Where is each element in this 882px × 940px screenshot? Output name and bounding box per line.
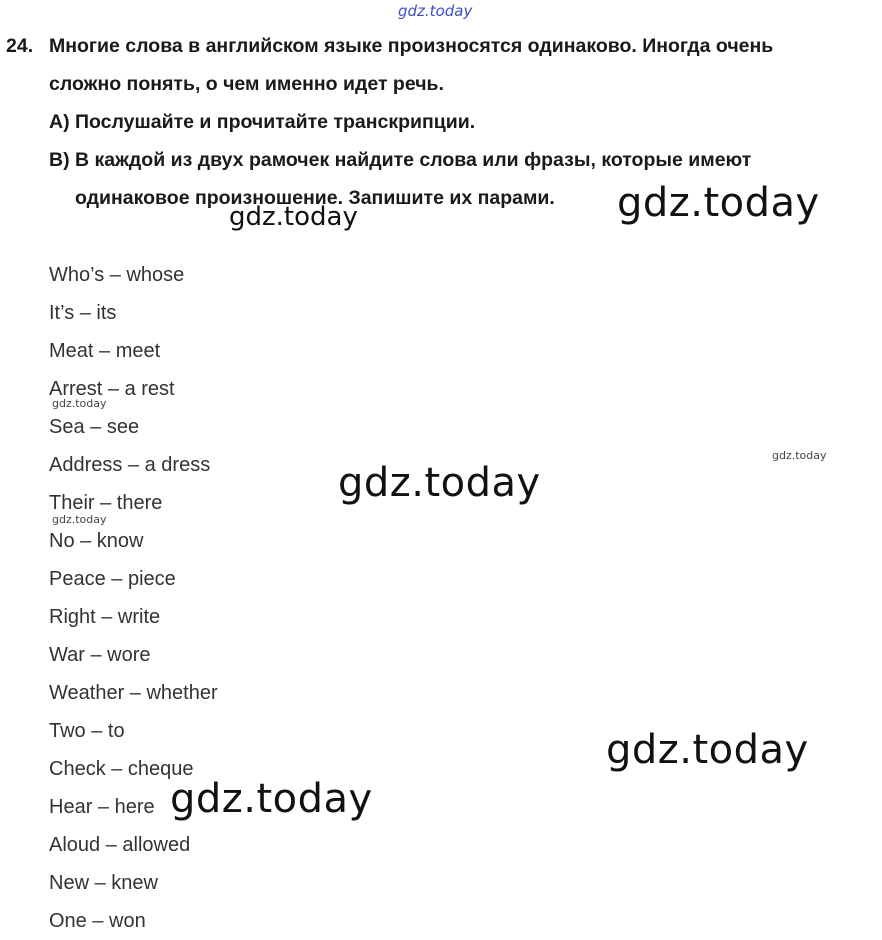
list-item: Check – cheque [49, 758, 194, 780]
watermark-lower-right: gdz.today [606, 727, 809, 773]
watermark-under-task: gdz.today [229, 202, 358, 232]
watermark-near-task: gdz.today [617, 180, 820, 226]
task-part-a: A) Послушайте и прочитайте транскрипции. [49, 111, 476, 133]
homophone-pairs-list [49, 256, 218, 940]
watermark-near-hear: gdz.today [170, 776, 373, 822]
list-item: Address – a dress [49, 454, 211, 476]
task-text-line-2: сложно понять, о чем именно идет речь. [49, 73, 444, 95]
list-item: Aloud – allowed [49, 834, 191, 856]
watermark-top: gdz.today [398, 2, 473, 20]
list-item: One – won [49, 910, 146, 932]
list-item: No – know [49, 530, 144, 552]
list-item: Sea – see [49, 416, 140, 438]
task-part-b-continued: одинаковое произношение. Запишите их парами. [75, 187, 555, 209]
list-item: Weather – whether [49, 682, 218, 704]
list-item: Arrest – a rest [49, 378, 175, 400]
task-number: 24. [6, 35, 34, 57]
task-text-line-1: Многие слова в английском языке произносятся одинаково. Иногда очень [49, 35, 774, 57]
watermark-small-1: gdz.today [52, 397, 107, 410]
watermark-center: gdz.today [338, 460, 541, 506]
list-item: New – knew [49, 872, 158, 894]
watermark-small-2: gdz.today [52, 513, 107, 526]
task-part-b: B) В каждой из двух рамочек найдите слова или фразы, которые имеют [49, 149, 752, 171]
list-item: Hear – here [49, 796, 155, 818]
list-item: War – wore [49, 644, 151, 666]
list-item: Who’s – whose [49, 264, 185, 286]
list-item: Right – write [49, 606, 161, 628]
watermark-small-3: gdz.today [772, 449, 827, 462]
list-item: It’s – its [49, 302, 117, 324]
list-item: Peace – piece [49, 568, 176, 590]
list-item: Their – there [49, 492, 163, 514]
list-item: Two – to [49, 720, 125, 742]
list-item: Meat – meet [49, 340, 161, 362]
